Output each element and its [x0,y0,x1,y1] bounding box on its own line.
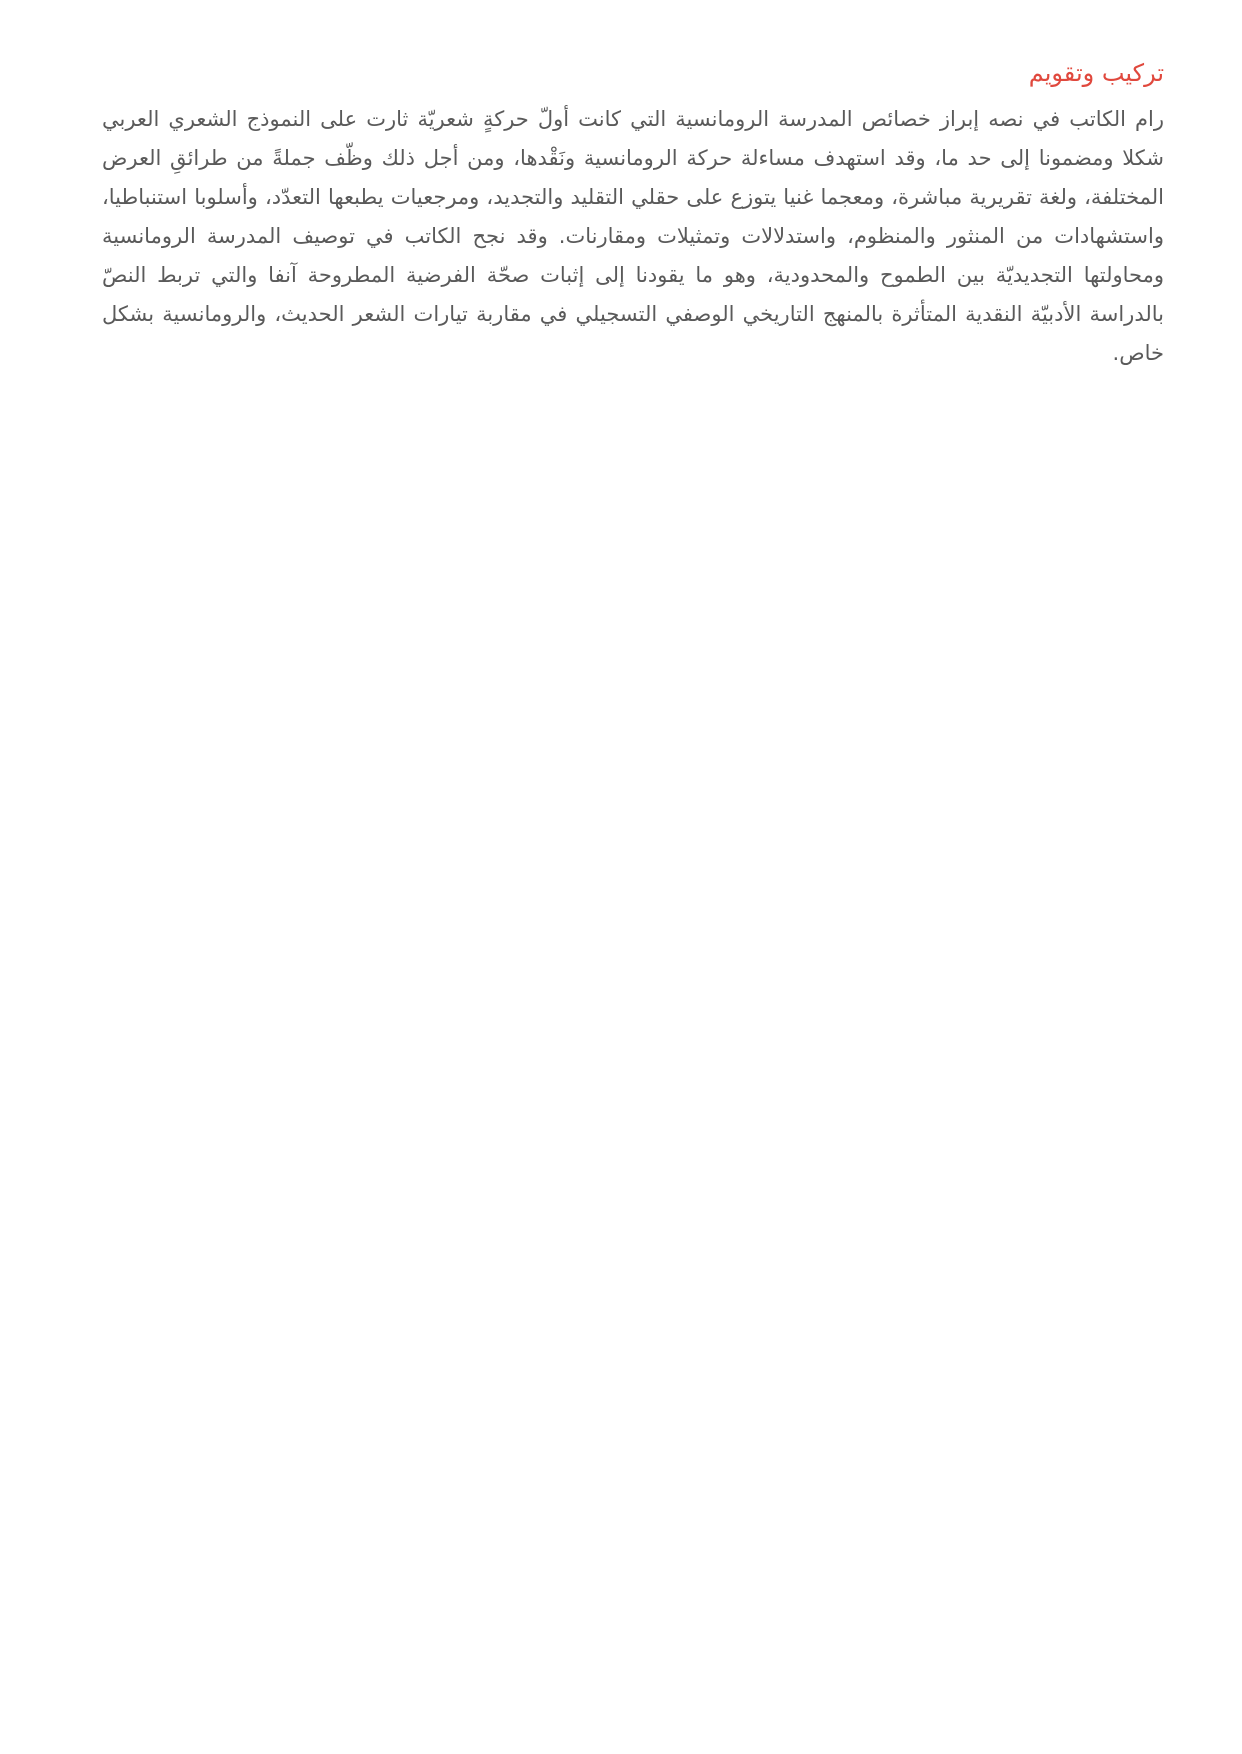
document-content [102,52,1164,373]
section-title: تركيب وتقويم [1028,59,1164,87]
body-paragraph: رام الكاتب في نصه إبراز خصائص المدرسة الرومانسية التي كانت أولّ حركةٍ شعريّة ثارت على النموذج الشعري العربي شكلا ومضمونا إلى حد ما، وقد استهدف مساءلة حركة الرومانسية ونَقْدها، ومن أجل ذلك وظّف جملةً من طرائقِ العرض المختلفة، ولغة تقريرية مباشرة، ومعجما غنيا يتوزع على حقلي التقليد والتجديد، ومرجعيات يطبعها التعدّد، وأسلوبا استنباطيا، واستشهادات من المنثور والمنظوم، واستدلالات وتمثيلات ومقارنات. وقد نجح الكاتب في توصيف المدرسة الرومانسية ومحاولتها التجديديّة بين الطموح والمحدودية، وهو ما يقودنا إلى إثبات صحّة الفرضية المطروحة آنفا والتي تربط النصّ بالدراسة الأدبيّة النقدية المتأثرة بالمنهج التاريخي الوصفي التسجيلي في مقاربة تيارات الشعر الحديث، والرومانسية بشكل خاص. [102,107,1164,365]
